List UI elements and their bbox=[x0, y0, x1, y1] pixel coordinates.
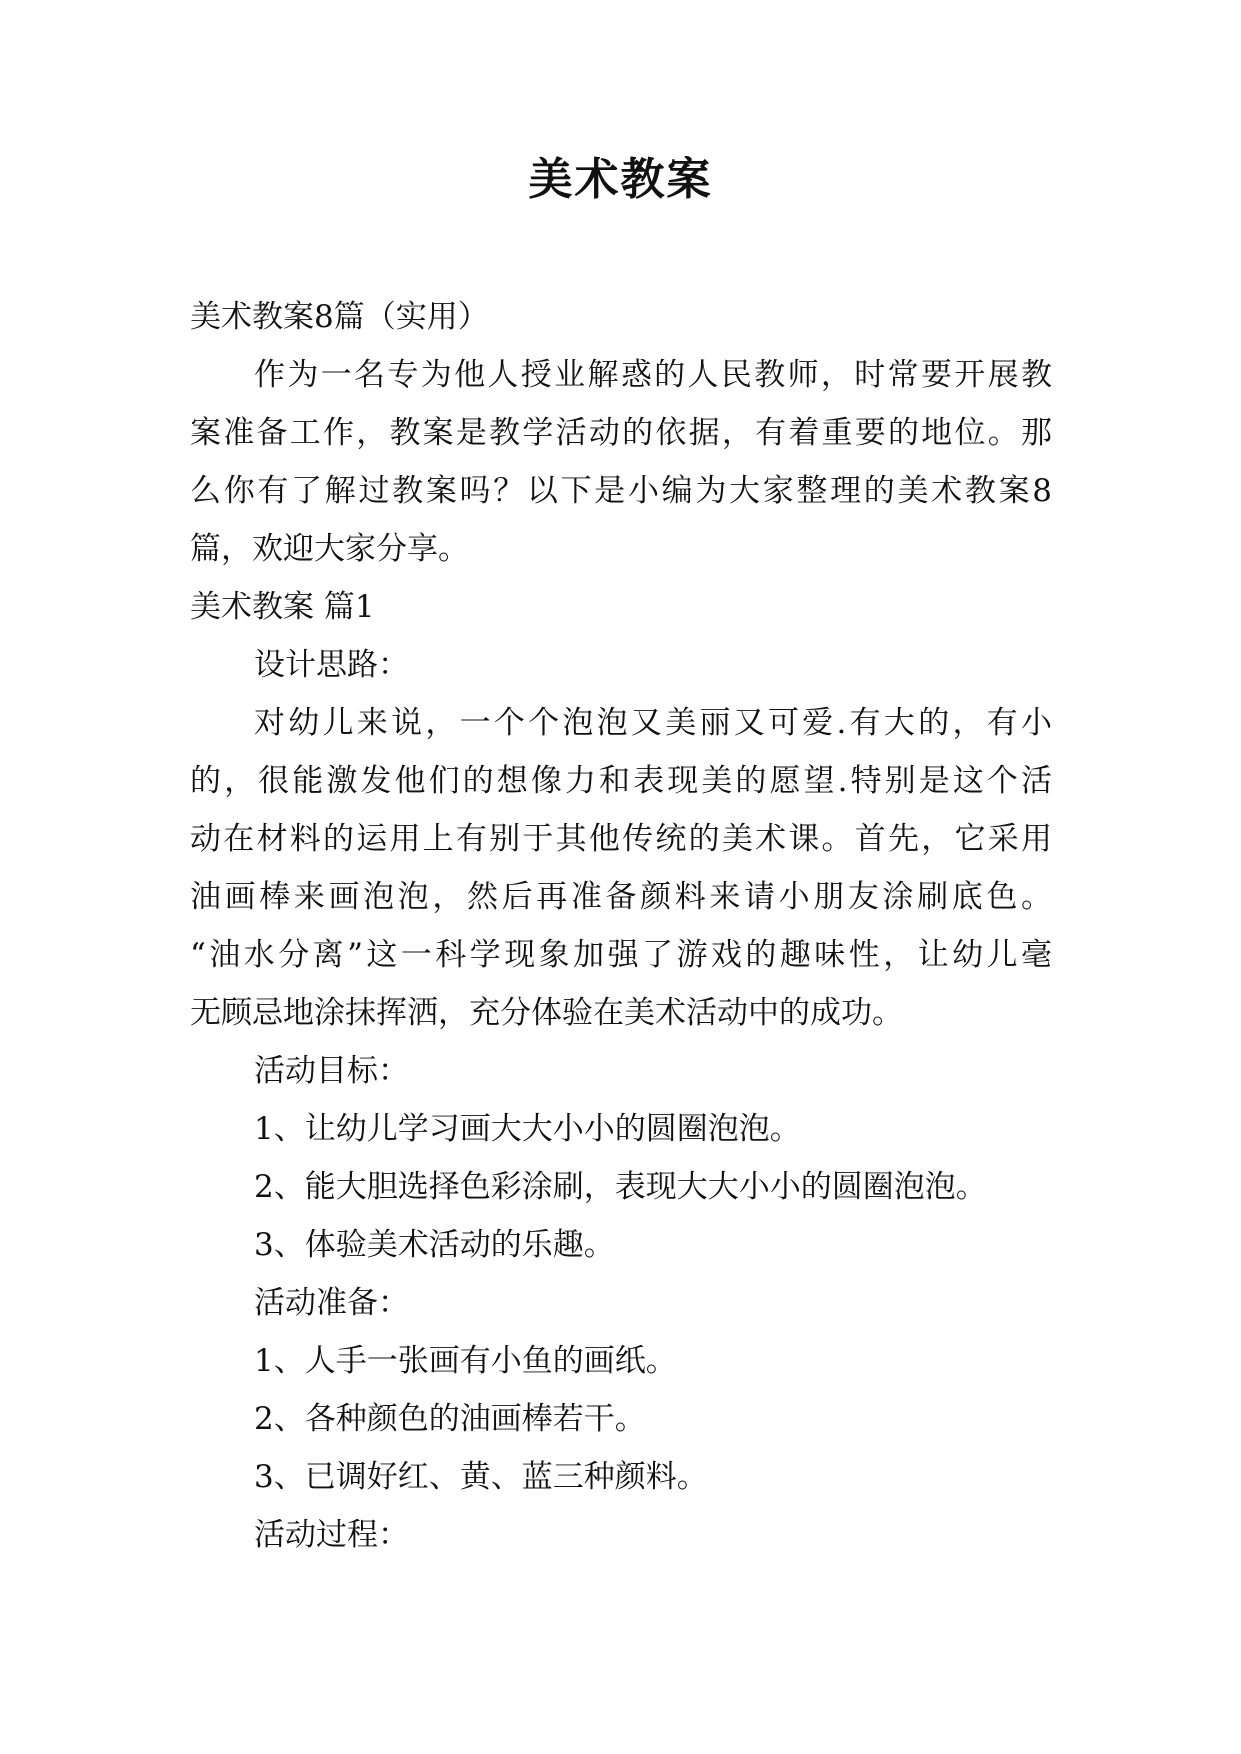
text-line: 动在材料的运用上有别于其他传统的美术课。首先，它采用 bbox=[190, 821, 1052, 857]
text-line: 活动准备： bbox=[254, 1285, 409, 1321]
text-line: 作为一名专为他人授业解惑的人民教师，时常要开展教 bbox=[254, 357, 1052, 393]
text-line: 3、已调好红、黄、蓝三种颜料。 bbox=[254, 1459, 708, 1495]
text-line: 2、各种颜色的油画棒若干。 bbox=[254, 1401, 646, 1437]
text-line: 美术教案 篇1 bbox=[190, 589, 375, 625]
text-line: 无顾忌地涂抹挥洒，充分体验在美术活动中的成功。 bbox=[190, 995, 903, 1031]
text-line: 2、能大胆选择色彩涂刷，表现大大小小的圆圈泡泡。 bbox=[254, 1169, 987, 1205]
text-line: 设计思路： bbox=[254, 647, 409, 683]
text-line: 1、让幼儿学习画大大小小的圆圈泡泡。 bbox=[254, 1111, 801, 1147]
document-body bbox=[190, 288, 1052, 1564]
text-line: 3、体验美术活动的乐趣。 bbox=[254, 1227, 615, 1263]
text-line: 活动目标： bbox=[254, 1053, 409, 1089]
text-line: 对幼儿来说，一个个泡泡又美丽又可爱.有大的，有小 bbox=[254, 705, 1052, 741]
text-line: 的，很能激发他们的想像力和表现美的愿望.特别是这个活 bbox=[190, 763, 1052, 799]
text-line: 么你有了解过教案吗？以下是小编为大家整理的美术教案8 bbox=[190, 473, 1052, 509]
text-line: 油画棒来画泡泡，然后再准备颜料来请小朋友涂刷底色。 bbox=[190, 879, 1052, 915]
text-line: 篇，欢迎大家分享。 bbox=[190, 531, 469, 567]
text-line: 案准备工作，教案是教学活动的依据，有着重要的地位。那 bbox=[190, 415, 1052, 451]
text-line: 1、人手一张画有小鱼的画纸。 bbox=[254, 1343, 677, 1379]
document-title: 美术教案 bbox=[528, 154, 713, 205]
text-line: “油水分离”这一科学现象加强了游戏的趣味性，让幼儿毫 bbox=[190, 937, 1052, 973]
text-line: 活动过程： bbox=[254, 1517, 409, 1553]
text-line: 美术教案8篇（实用） bbox=[190, 299, 489, 335]
